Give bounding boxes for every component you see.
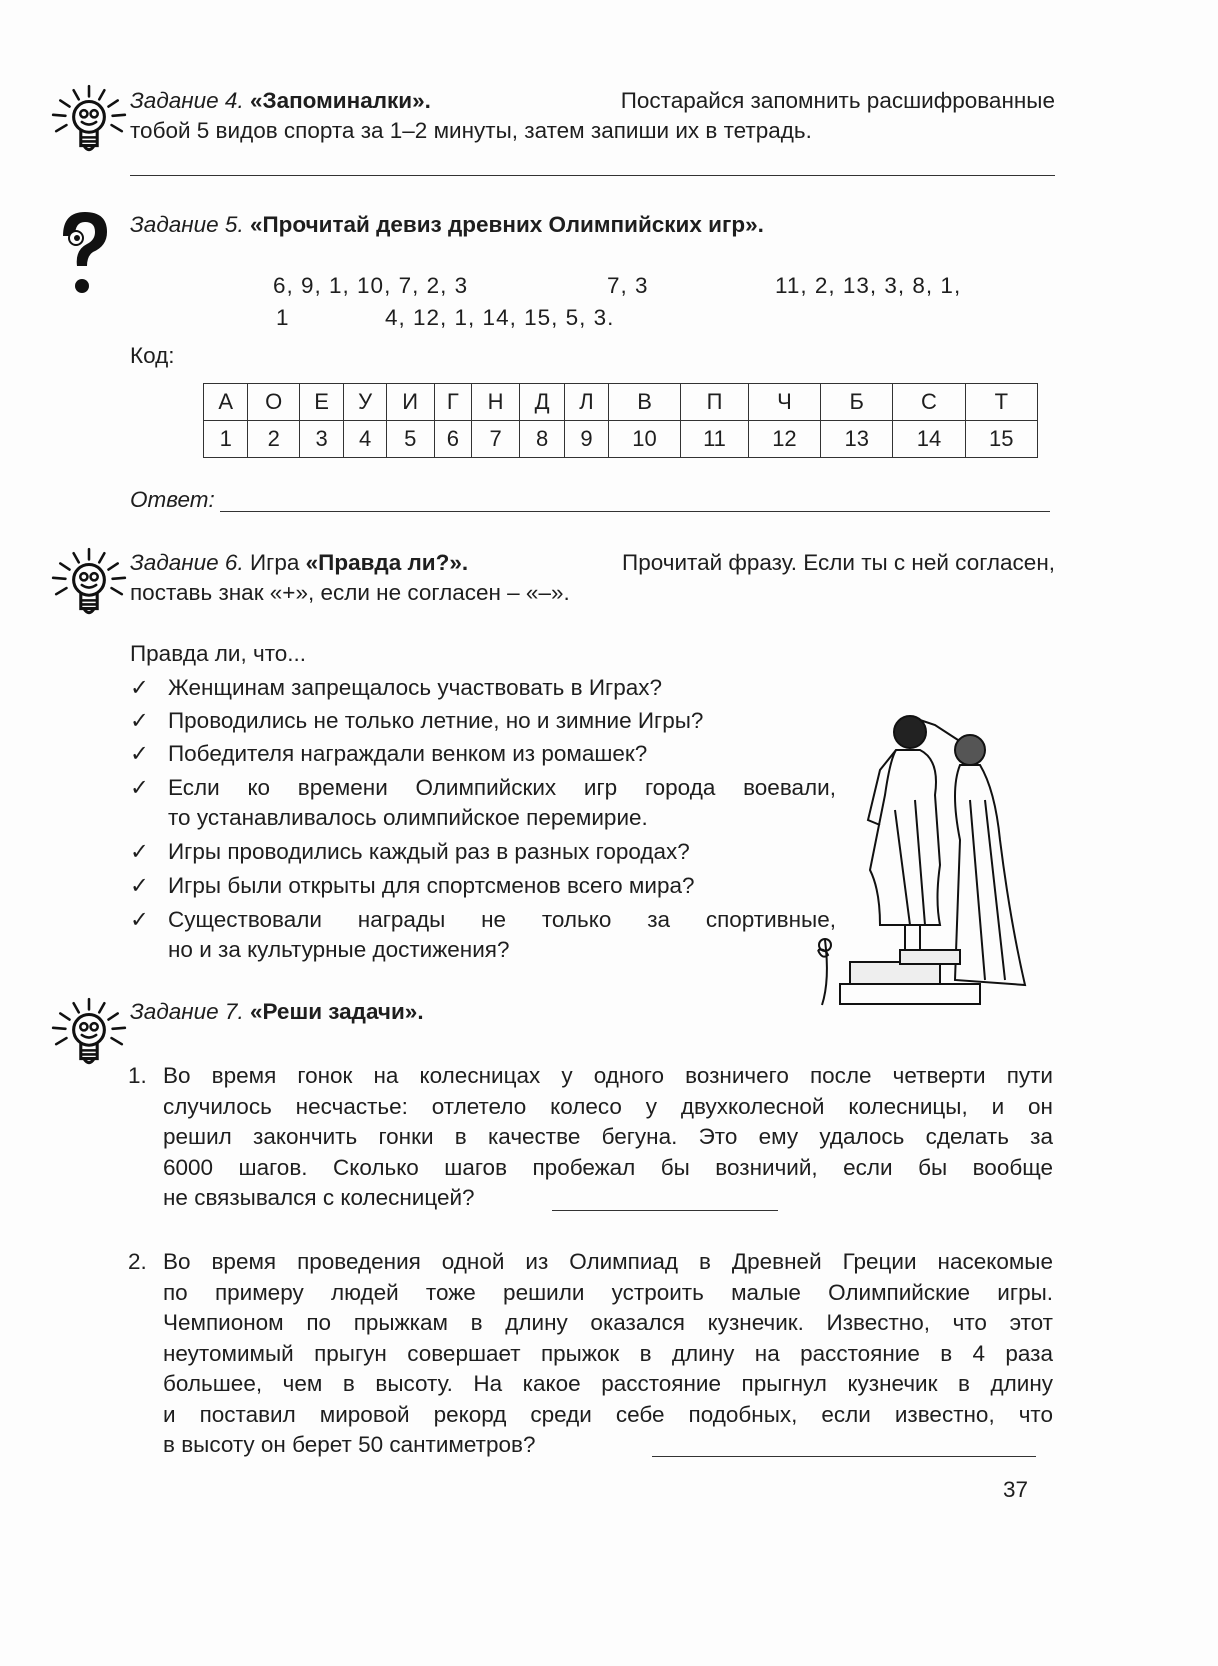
lightbulb-smiley-icon	[48, 995, 130, 1077]
code-number-cell: 9	[565, 421, 609, 458]
code-table	[203, 383, 1038, 458]
code-letter-cell: В	[608, 384, 680, 421]
task4-label: Задание 4.	[130, 88, 244, 113]
true-false-statement: Победителя награждали венком из ромашек?	[168, 741, 648, 766]
cipher-word-1: 6, 9, 1, 10, 7, 2, 3	[273, 273, 469, 298]
true-false-statement: но и за культурные достижения?	[168, 937, 510, 962]
code-letters-row	[204, 384, 1038, 421]
code-letter-cell: С	[893, 384, 965, 421]
task5-label: Задание 5.	[130, 212, 244, 237]
answer-line[interactable]	[220, 511, 1050, 512]
problem-text-line: Во время проведения одной из Олимпиад в Древней Греции насекомые	[163, 1249, 1053, 1274]
problem-2-answer-line[interactable]	[652, 1456, 1036, 1457]
lightbulb-smiley-icon	[48, 545, 130, 627]
task6-line1	[130, 548, 1055, 578]
code-number-cell: 6	[434, 421, 472, 458]
problem-text-line: случилось несчастье: отлетело колесо у двухколесной колесницы, и он	[163, 1093, 1053, 1119]
code-letter-cell: Л	[565, 384, 609, 421]
code-letter-cell: Ч	[748, 384, 820, 421]
task6-game: Игра	[249, 550, 300, 575]
check-icon: ✓	[130, 775, 149, 800]
code-number-cell: 1	[204, 421, 248, 458]
true-false-statement: Женщинам запрещалось участвовать в Играх?	[168, 675, 662, 700]
code-letter-cell: Б	[821, 384, 893, 421]
task4-text: Постарайся запомнить расшифрованные	[620, 88, 1055, 113]
code-letter-cell: П	[681, 384, 749, 421]
check-icon: ✓	[130, 708, 149, 733]
code-number-cell: 12	[748, 421, 820, 458]
check-icon: ✓	[130, 839, 149, 864]
code-letter-cell: А	[204, 384, 248, 421]
problem-number: 2.	[128, 1249, 147, 1274]
problem-text-line: Во время гонок на колесницах у одного возничего после четверти пути	[163, 1063, 1053, 1088]
task6-line2: поставь знак «+», если не согласен – «–».	[130, 580, 570, 605]
problem-text-line: решил закончить гонки в качестве бегуна. Это ему удалось сделать за	[163, 1124, 1053, 1149]
task5-header	[130, 210, 764, 240]
code-number-cell: 10	[608, 421, 680, 458]
code-number-cell: 2	[248, 421, 299, 458]
code-numbers-row	[204, 421, 1038, 458]
cipher-word-3: 11, 2, 13, 3, 8, 1,	[775, 273, 962, 298]
task5-title: «Прочитай девиз древних Олимпийских игр».	[249, 212, 764, 237]
true-false-statement: Существовали награды не только за спортивные,	[168, 907, 836, 932]
problem-text-line: большее, чем в высоту. На какое расстояние прыгнул кузнечик в длину	[163, 1371, 1053, 1396]
code-letter-cell: О	[248, 384, 299, 421]
code-number-cell: 13	[821, 421, 893, 458]
problem-text-line: неутомимый прыгун совершает прыжок в длину на расстояние в 4 раза	[163, 1340, 1053, 1366]
task6-text: Прочитай фразу. Если ты с ней согласен,	[622, 550, 1055, 575]
code-letter-cell: Е	[299, 384, 343, 421]
code-number-cell: 14	[893, 421, 965, 458]
page-number: 37	[1003, 1477, 1029, 1502]
true-false-statement: Проводились не только летние, но и зимние Игры?	[168, 708, 704, 733]
task4-line1	[130, 86, 1055, 116]
code-number-cell: 15	[965, 421, 1037, 458]
problem-text-line: 6000 шагов. Сколько шагов пробежал бы возничий, если бы вообще	[163, 1154, 1053, 1180]
problem-1-answer-line[interactable]	[552, 1210, 778, 1211]
check-icon: ✓	[130, 873, 149, 898]
code-letter-cell: Д	[520, 384, 565, 421]
answer-label	[130, 485, 215, 515]
problem-text-line: и поставил мировой рекорд среди себе подобных, если известно, что	[163, 1401, 1053, 1427]
cipher-word-5: 4, 12, 1, 14, 15, 5, 3.	[385, 305, 615, 330]
problem-text-line: в высоту он берет 50 сантиметров?	[163, 1432, 536, 1457]
code-number-cell: 11	[681, 421, 749, 458]
problem-text-line: не связывался с колесницей?	[163, 1185, 475, 1210]
code-number-cell: 7	[472, 421, 520, 458]
olympic-crowning-illustration	[810, 700, 1060, 1010]
task4-title: «Запоминалки».	[249, 88, 431, 113]
code-letter-cell: Г	[434, 384, 472, 421]
cipher-word-4: 1	[276, 305, 289, 330]
problem-text-line: по примеру людей тоже решили устроить малые Олимпийские игры.	[163, 1279, 1053, 1305]
task7-header	[130, 997, 424, 1027]
task4-answer-line[interactable]	[130, 175, 1055, 176]
true-false-statement: то устанавливалось олимпийское перемирие.	[168, 805, 648, 830]
code-number-cell: 4	[344, 421, 386, 458]
code-letter-cell: У	[344, 384, 386, 421]
code-number-cell: 3	[299, 421, 343, 458]
question-mark-icon	[55, 208, 115, 298]
lightbulb-smiley-icon	[48, 82, 130, 164]
code-letter-cell: Т	[965, 384, 1037, 421]
code-number-cell: 8	[520, 421, 565, 458]
code-number-cell: 5	[386, 421, 434, 458]
true-false-statement: Если ко времени Олимпийских игр города воевали,	[168, 775, 836, 800]
check-icon: ✓	[130, 675, 149, 700]
task6-intro: Правда ли, что...	[130, 641, 307, 666]
problem-number: 1.	[128, 1063, 147, 1088]
true-false-statement: Игры проводились каждый раз в разных городах?	[168, 839, 690, 864]
check-icon: ✓	[130, 907, 149, 932]
task6-label: Задание 6.	[130, 550, 244, 575]
task7-title: «Реши задачи».	[249, 999, 424, 1024]
code-letter-cell: И	[386, 384, 434, 421]
cipher-word-2: 7, 3	[607, 273, 649, 298]
task6-title: «Правда ли?».	[305, 550, 469, 575]
code-label: Код:	[130, 343, 175, 368]
true-false-statement: Игры были открыты для спортсменов всего мира?	[168, 873, 695, 898]
check-icon: ✓	[130, 741, 149, 766]
task7-label: Задание 7.	[130, 999, 244, 1024]
answer-label-text: Ответ:	[130, 487, 215, 512]
code-letter-cell: Н	[472, 384, 520, 421]
problem-text-line: Чемпионом по прыжкам в длину оказался кузнечик. Известно, что этот	[163, 1310, 1053, 1335]
task4-line2: тобой 5 видов спорта за 1–2 минуты, затем запиши их в тетрадь.	[130, 118, 812, 143]
